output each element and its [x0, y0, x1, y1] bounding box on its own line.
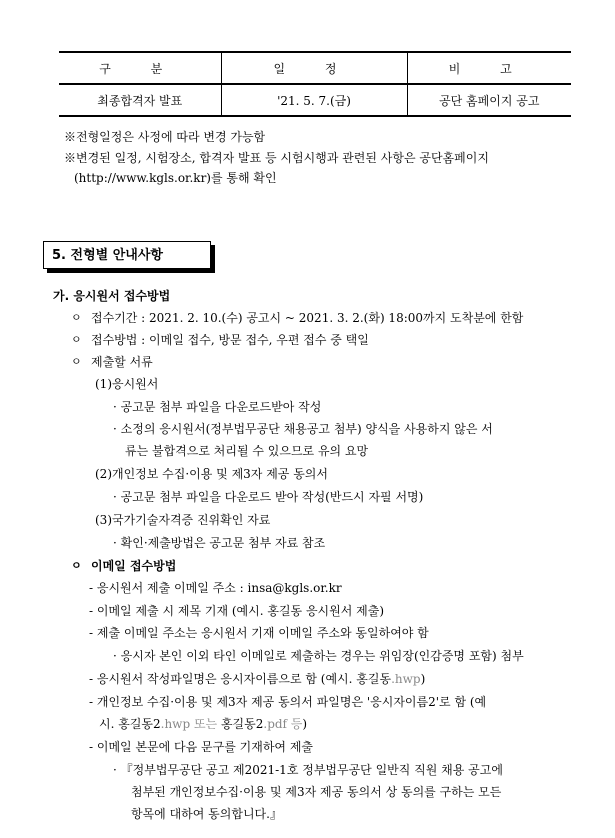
method-text: 접수방법 : 이메일 접수, 방문 접수, 우편 접수 중 택일	[91, 333, 369, 347]
doc1-item2-cont: 류는 불합격으로 처리될 수 있으므로 유의 요망	[125, 444, 369, 458]
consent-quote-line2: 첨부된 개인정보수집·이용 및 제3자 제공 동의서 상 동의를 구하는 모든	[131, 785, 502, 799]
doc1-item2: · 소정의 응시원서(정부법무공단 채용공고 첨부) 양식을 사용하지 않은 서	[113, 422, 493, 436]
email-item4-ext: .hwp	[391, 672, 421, 686]
doc2-item1: · 공고문 첨부 파일을 다운로드 받아 작성(반드시 자필 서명)	[113, 490, 424, 504]
consent-quote-line1: · 『정부법무공단 공고 제2021-1호 정부법무공단 일반직 직원 채용 공고에	[113, 763, 503, 777]
email-item6: - 이메일 본문에 다음 문구를 기재하여 제출	[89, 740, 314, 754]
email-item4-pre: - 응시원서 작성파일명은 응시자이름으로 함 (예시. 홍길동	[89, 672, 392, 686]
bullet-icon: ㅇ	[71, 559, 82, 572]
doc3-item1: · 확인·제출방법은 공고문 첨부 자료 참조	[113, 536, 326, 550]
section-title: 5. 전형별 안내사항	[43, 241, 211, 269]
cell-date: '21. 5. 7.(금)	[221, 84, 407, 116]
email-item4-post: )	[420, 672, 426, 686]
email-item5-ext1: .hwp 또는	[160, 717, 218, 731]
doc3-title: (3)국가기술자격증 진위확인 자료	[95, 513, 271, 527]
period-text: 접수기간 : 2021. 2. 10.(수) 공고시 ~ 2021. 3. 2.(화) 18:00까지 도착분에 한함	[91, 311, 524, 325]
note-announcement: ※변경된 일정, 시험장소, 합격자 발표 등 시험시행과 관련된 사항은 공단홈페이지	[64, 151, 489, 165]
cell-category: 최종합격자 발표	[59, 84, 221, 116]
email-item4	[89, 673, 425, 685]
email-item5-cont-post: )	[302, 717, 308, 731]
email-item3-sub: · 응시자 본인 이외 타인 이메일로 제출하는 경우는 위임장(인감증명 포함) 첨부	[113, 649, 524, 663]
bullet-icon: ㅇ	[71, 333, 82, 346]
email-item3: - 제출 이메일 주소는 응시원서 기재 이메일 주소와 동일하여야 함	[89, 626, 429, 640]
header-date: 일 정	[221, 52, 407, 84]
bullet-icon: ㅇ	[71, 311, 82, 324]
docs-title: 제출할 서류	[91, 355, 153, 369]
email-item1: - 응시원서 제출 이메일 주소 : insa@kgls.or.kr	[89, 581, 342, 595]
email-section-title: 이메일 접수방법	[91, 559, 177, 573]
email-item5-ext2: .pdf 등	[263, 717, 303, 731]
schedule-table	[59, 51, 571, 117]
email-item5-cont-mid: 홍길동2	[217, 717, 264, 731]
doc2-title: (2)개인정보 수집·이용 및 제3자 제공 동의서	[95, 467, 328, 481]
email-item5-cont-pre: 시. 홍길동2	[99, 717, 161, 731]
subsection-title: 가. 응시원서 접수방법	[53, 289, 171, 303]
email-item5: - 개인정보 수집·이용 및 제3자 제공 동의서 파일명은 '응시자이름2'로 함 (예	[89, 695, 487, 709]
email-item2: - 이메일 제출 시 제목 기재 (예시. 홍길동 응시원서 제출)	[89, 604, 384, 618]
consent-quote-line3: 항목에 대하여 동의합니다.』	[131, 807, 282, 821]
note-announcement-cont: (http://www.kgls.or.kr)를 통해 확인	[74, 171, 277, 185]
email-item5-cont	[99, 718, 307, 730]
schedule-header-row	[59, 52, 571, 84]
cell-note: 공단 홈페이지 공고	[407, 84, 571, 116]
note-schedule-change: ※전형일정은 사정에 따라 변경 가능함	[64, 130, 266, 144]
doc1-item1: · 공고문 첨부 파일을 다운로드받아 작성	[113, 400, 322, 414]
bullet-icon: ㅇ	[71, 355, 82, 368]
header-note: 비 고	[407, 52, 571, 84]
doc1-title: (1)응시원서	[95, 377, 159, 391]
table-row	[59, 84, 571, 116]
header-category: 구 분	[59, 52, 221, 84]
